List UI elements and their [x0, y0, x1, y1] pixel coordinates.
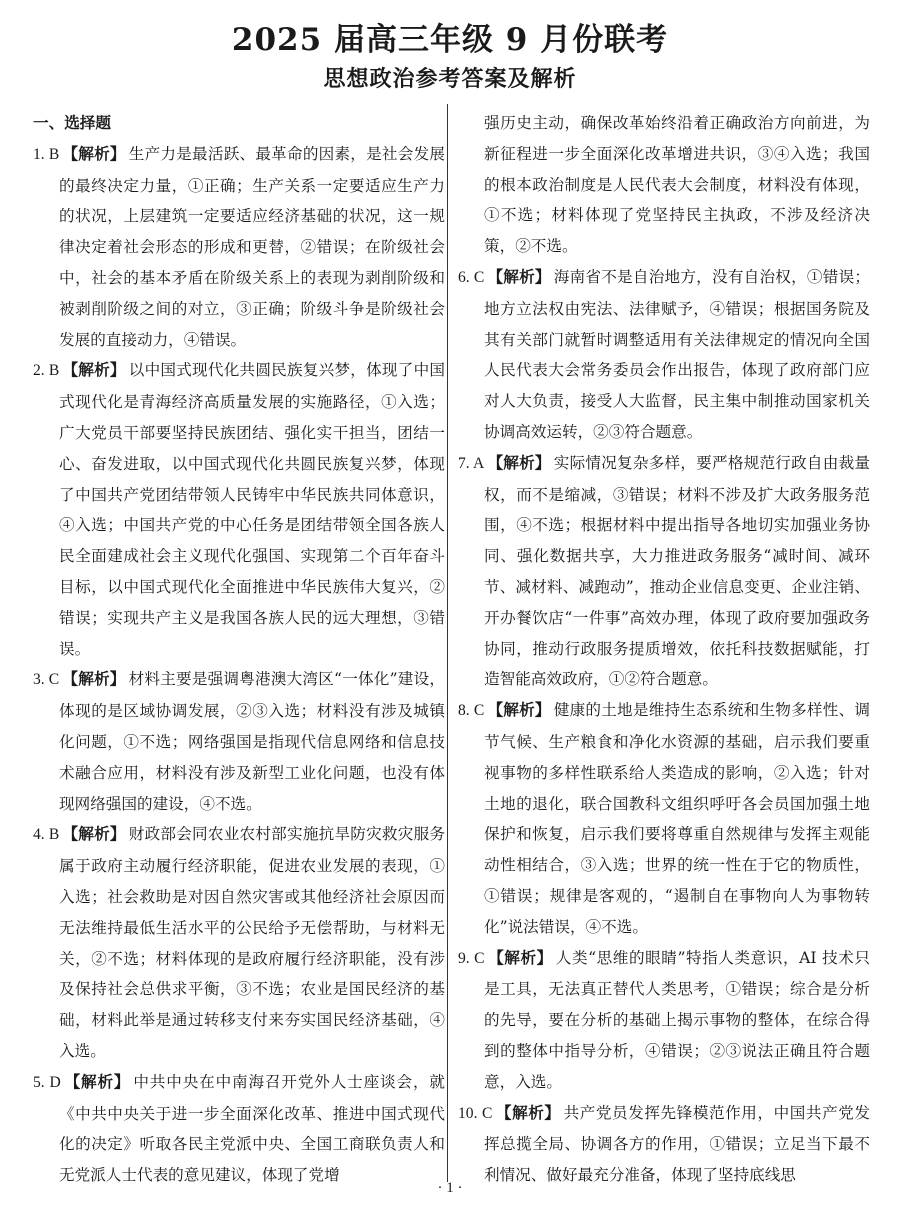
analysis-tag: 【解析】: [62, 143, 126, 163]
item-number: 7. A: [458, 454, 485, 472]
column-divider: [447, 104, 448, 1182]
answer-item-2: [33, 355, 445, 664]
document-subtitle: 思想政治参考答案及解析: [323, 66, 577, 92]
item-text: 实际情况复杂多样，要严格规范行政自由裁量权，而不是缩减，③错误；材料不涉及扩大政务服务范围，④不选；根据材料中提出指导各地切实加强业务协同、强化数据共享，大力推进政务服务“减时间、减环节、减材料、减跑动”，推动企业信息变更、企业注销、开办餐饮店“一件事”高效办理，体现了政府要加强政务协同，推动行政服务提质增效，依托科技数据赋能，打造智能高效政府，①②符合题意。: [484, 453, 870, 689]
answer-item-4: [33, 819, 445, 1066]
answer-item-9: [458, 943, 870, 1098]
item-number: 9. C: [458, 949, 485, 967]
answer-item-5-continued: 强历史主动，确保改革始终沿着正确政治方向前进，为新征程进一步全面深化改革增进共识，③④入选；我国的根本政治制度是人民代表大会制度，材料没有体现，①不选；材料体现了党坚持民主执政，不涉及经济决策，②不选。: [484, 114, 870, 256]
item-text: 健康的土地是维持生态系统和生物多样性、调节气候、生产粮食和净化水资源的基础，启示我们要重视事物的多样性联系给人类造成的影响，②入选；针对土地的退化，联合国教科文组织呼吁各会员国加强土地保护和恢复，启示我们要将尊重自然规律与发挥主观能动性相结合，③入选；世界的统一性在于它的物质性，①错误；规律是客观的，“遏制自在事物向人为事物转化”说法错误，④不选。: [484, 701, 870, 936]
answer-item-8: [458, 695, 870, 942]
answer-item-10: [458, 1098, 870, 1191]
item-text: 海南省不是自治地方，没有自治权，①错误；地方立法权由宪法、法律赋予，④错误；根据国务院及其有关部门就暂时调整适用有关法律规定的情况向全国人民代表大会常务委员会作出报告，体现了政府部门应对人大负责，接受人大监督，民主集中制推动国家机关协调高效运转，②③符合题意。: [484, 267, 870, 441]
analysis-tag: 【解析】: [487, 947, 553, 967]
analysis-tag: 【解析】: [487, 452, 551, 472]
item-number: 10. C: [458, 1104, 493, 1122]
document-title: 2025 届高三年级 9 月份联考: [231, 22, 669, 58]
answer-item-1: [33, 139, 445, 356]
analysis-tag: 【解析】: [487, 266, 551, 286]
analysis-tag: 【解析】: [63, 1071, 131, 1091]
item-number: 6. C: [458, 268, 485, 286]
analysis-tag: 【解析】: [62, 824, 126, 844]
item-text: 人类“思维的眼睛”特指人类意识，AI 技术只是工具，无法真正替代人类思考，①错误；综合是分析的先导，要在分析的基础上揭示事物的整体，在综合得到的整体中指导分析，④错误；②③说法正确且符合题意，入选。: [484, 948, 870, 1091]
item-number: 5. D: [33, 1073, 61, 1091]
answer-item-5: [33, 1067, 445, 1191]
left-column: [33, 108, 445, 1191]
page-number: · 1 ·: [437, 1180, 463, 1196]
item-text: 财政部会同农业农村部实施抗旱防灾救灾服务属于政府主动履行经济职能，促进农业发展的表现，①入选；社会救助是对因自然灾害或其他经济社会原因而无法维持最低生活水平的公民给予无偿帮助，与材料无关，②不选；材料体现的是政府履行经济职能，没有涉及保持社会总供求平衡，③不选；农业是国民经济的基础，材料此举是通过转移支付来夯实国民经济基础，④入选。: [59, 825, 445, 1060]
item-number: 1. B: [33, 145, 60, 163]
analysis-tag: 【解析】: [62, 669, 126, 689]
item-text: 中共中央在中南海召开党外人士座谈会，就《中共中央关于进一步全面深化改革、推进中国式现代化的决定》听取各民主党派中央、全国工商联负责人和无党派人士代表的意见建议，体现了党增: [59, 1072, 445, 1185]
answer-item-7: [458, 448, 870, 695]
analysis-tag: 【解析】: [487, 700, 551, 720]
item-number: 3. C: [33, 671, 60, 689]
item-text: 以中国式现代化共圆民族复兴梦，体现了中国式现代化是青海经济高质量发展的实施路径，①入选；广大党员干部要坚持民族团结、强化实干担当，团结一心、奋发进取，以中国式现代化共圆民族复兴梦，体现了中国共产党团结带领人民铸牢中华民族共同体意识，④入选；中国共产党的中心任务是团结带领全国各族人民全面建成社会主义现代化强国、实现第二个百年奋斗目标，以中国式现代化全面推进中华民族伟大复兴，②错误；实现共产主义是我国各族人民的远大理想，③错误。: [59, 361, 445, 658]
item-number: 8. C: [458, 702, 485, 720]
item-number: 4. B: [33, 826, 60, 844]
item-text: 共产党员发挥先锋模范作用，中国共产党发挥总揽全局、协调各方的作用，①错误；立足当下最不利情况、做好最充分准备，体现了坚持底线思: [484, 1103, 870, 1185]
analysis-tag: 【解析】: [62, 360, 126, 380]
right-column: [458, 108, 870, 1191]
answer-item-6: [458, 262, 870, 448]
section-title: 一、选择题: [33, 113, 111, 132]
item-number: 2. B: [33, 362, 60, 380]
item-text: 材料主要是强调粤港澳大湾区“一体化”建设，体现的是区域协调发展，②③入选；材料没有涉及城镇化问题，①不选；网络强国是指现代信息网络和信息技术融合应用，材料没有涉及新型工业化问题，也没有体现网络强国的建设，④不选。: [59, 670, 445, 813]
answer-item-3: [33, 664, 445, 819]
item-text: 生产力是最活跃、最革命的因素，是社会发展的最终决定力量，①正确；生产关系一定要适应生产力的状况，上层建筑一定要适应经济基础的状况，这一规律决定着社会形态的形成和更替，②错误；在阶级社会中，社会的基本矛盾在阶级关系上的表现为剥削阶级和被剥削阶级之间的对立，③正确；阶级斗争是阶级社会发展的直接动力，④错误。: [59, 144, 445, 349]
analysis-tag: 【解析】: [495, 1102, 561, 1122]
